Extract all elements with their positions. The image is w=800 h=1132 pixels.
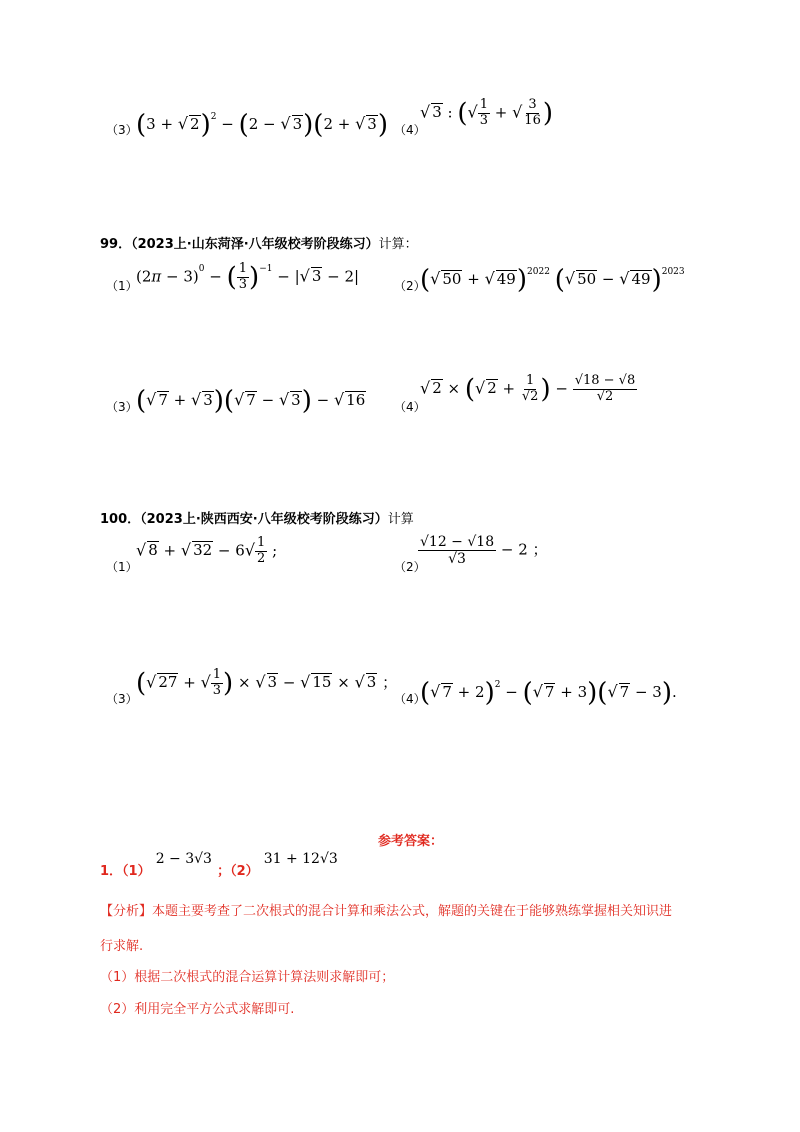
q99-instruction: 计算：: [378, 237, 418, 252]
q99-part1-expression: $(2\pi - 3)^0$ − ( $\frac{1}{3}$ )$^{-1}$ − |√ 3 − 2|: [136, 261, 360, 293]
q100-part1-label: （1）: [106, 560, 138, 574]
prev-part3-expression: (3 + √ 2)$^2$ − (2 − √ 3)(2 + √ 3): [136, 110, 388, 140]
prev-part4-label: （4）: [394, 123, 426, 137]
q99-heading: [100, 233, 418, 252]
q100-source: （2023上·陕西西安·八年级校考阶段练习）: [140, 512, 388, 527]
exponent-2022: 2022: [527, 267, 550, 277]
q100-part3-expression: (√ 27 + √ $\frac{1}{3}$ ) × √ 3 − √ 15 × √ 3 ；: [136, 667, 398, 699]
answer-1-separator: ；（2）: [217, 864, 259, 879]
q99-part4-expression: √ 2 × (√ 2 + $\frac{1}{√2}$ ) − $\frac{√18 - √8}{√2}$: [420, 373, 636, 405]
q100-part2-expression: $\frac{√12 - √18}{√3}$ − 2 ；: [420, 534, 548, 568]
q99-source: （2023上·山东菏泽·八年级校考阶段练习）: [131, 237, 379, 252]
q99-part3-label: （3）: [106, 400, 138, 414]
q100-part4-expression: (√ 7 + 2)$^2$ − (√ 7 + 3)(√ 7 − 3).: [420, 678, 677, 708]
exponent-2023: 2023: [661, 267, 685, 277]
q100-part4-label: （4）: [394, 692, 426, 706]
q99-part1-label: （1）: [106, 279, 138, 293]
q99-part3-expression: (√ 7 + √ 3)(√ 7 − √ 3) − √ 16: [136, 386, 366, 416]
prev-part3-label: （3）: [106, 123, 138, 137]
q99-number: 99．: [100, 237, 132, 252]
q100-heading: [100, 508, 414, 527]
analysis-step-1: （1）根据二次根式的混合运算计算法则求解即可；: [100, 970, 395, 985]
q100-number: 100．: [100, 512, 141, 527]
q99-part4-label: （4）: [394, 400, 426, 414]
analysis-line-1: [100, 900, 672, 919]
analysis-tag: 【分析】: [100, 904, 153, 919]
analysis-step-2: （2）利用完全平方公式求解即可.: [100, 1002, 295, 1017]
answer-1-number: 1．（1）: [100, 864, 151, 879]
q99-part2-label: （2）: [394, 279, 426, 293]
answer-1-part2: 31 + 12√3: [263, 851, 338, 867]
answer-1-part1: 2 − 3√3: [155, 851, 212, 867]
prev-part4-expression: √ 3 : (√ $\frac{1}{3}$ + √ $\frac{3}{16}$ ): [420, 97, 553, 129]
analysis-text-2: 行求解.: [100, 939, 144, 954]
q100-instruction: 计算: [387, 512, 414, 527]
analysis-text-1: 本题主要考查了二次根式的混合计算和乘法公式，解题的关键在于能够熟练掌握相关知识进: [152, 904, 673, 919]
q100-part3-label: （3）: [106, 692, 138, 706]
answer-1-line: [100, 848, 338, 879]
q100-part2-label: （2）: [394, 560, 426, 574]
answers-title: 参考答案：: [378, 834, 444, 849]
q99-part2-expression: (√ 50 + √ 49)$^{2022}$ (√ 50 − √ 49)$^{2023}$: [420, 265, 685, 295]
q100-part1-expression: √ 8 + √ 32 − 6√ $\frac{1}{2}$ ;: [136, 535, 278, 566]
